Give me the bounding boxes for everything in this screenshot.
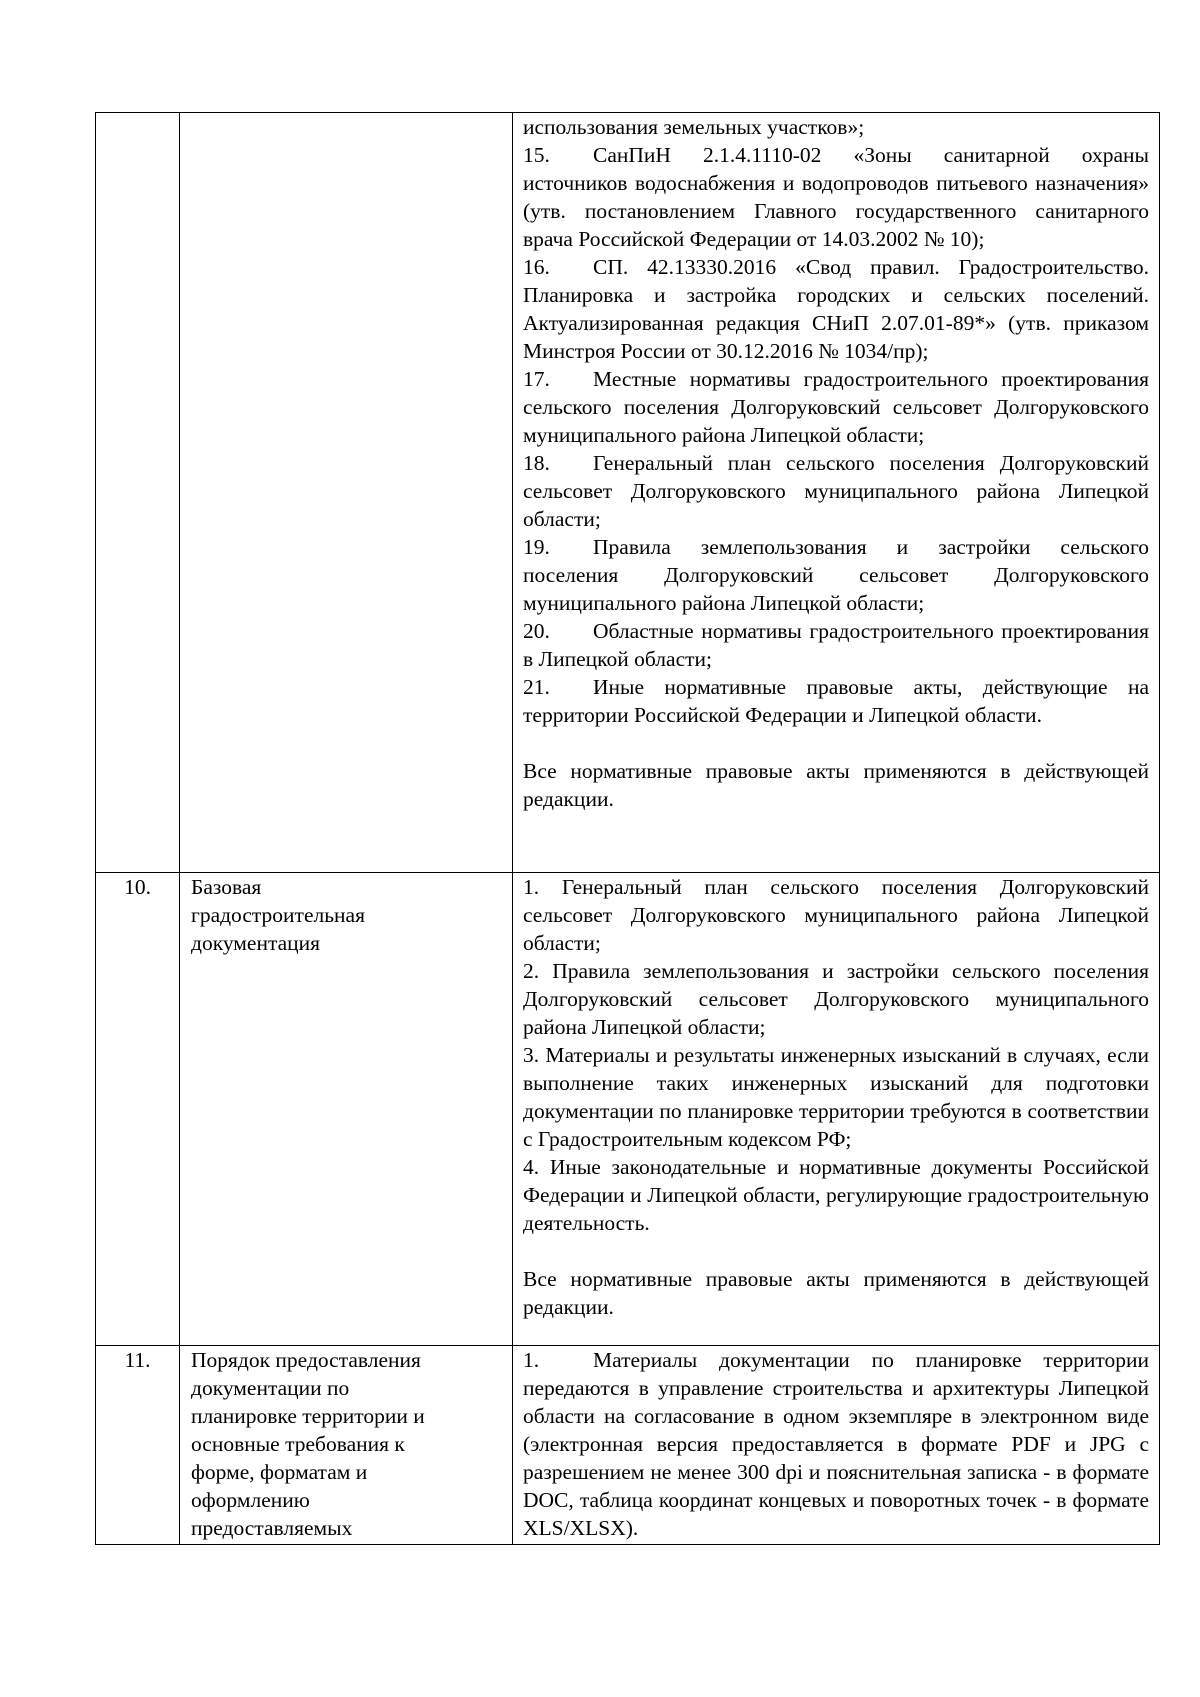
label-line: основные требования к — [191, 1432, 405, 1456]
list-item — [523, 533, 1149, 617]
item-text: Правила землепользования и застройки сельского поселения Долгоруковский сельсовет Долгоруковского муниципального района Липецкой области; — [523, 535, 1149, 615]
label-line: планировке территории и — [191, 1404, 425, 1428]
spacer — [523, 729, 1149, 757]
list-item — [523, 253, 1149, 365]
label-line: предоставляемых — [191, 1516, 353, 1540]
label-line: документации по — [191, 1376, 350, 1400]
row-content — [513, 873, 1160, 1346]
item-number: 21. — [523, 675, 550, 699]
list-item — [523, 449, 1149, 533]
closing-note: Все нормативные правовые акты применяются в действующей редакции. — [523, 759, 1149, 811]
list-item: 3. Материалы и результаты инженерных изысканий в случаях, если выполнение таких инженерных изысканий для подготовки документации по планировке территории требуются в соответствии с Градостроительным кодексом РФ; — [523, 1043, 1149, 1151]
label-line: Порядок предоставления — [191, 1348, 421, 1372]
list-item — [523, 365, 1149, 449]
item-number: 1. — [523, 1348, 540, 1372]
row-number — [96, 113, 180, 873]
label-line: оформлению — [191, 1488, 310, 1512]
list-item: 2. Правила землепользования и застройки сельского поселения Долгоруковский сельсовет Долгоруковского муниципального района Липецкой области; — [523, 959, 1149, 1039]
item-number: 16. — [523, 255, 550, 279]
closing-note: Все нормативные правовые акты применяются в действующей редакции. — [523, 1267, 1149, 1319]
item-number: 17. — [523, 367, 550, 391]
item-number: 19. — [523, 535, 550, 559]
item-text: Иные нормативные правовые акты, действующие на территории Российской Федерации и Липецкой области. — [523, 675, 1149, 727]
row-label — [180, 873, 513, 1346]
item-text: Местные нормативы градостроительного проектирования сельского поселения Долгоруковский сельсовет Долгоруковского муниципального района Липецкой области; — [523, 367, 1149, 447]
table-row — [96, 873, 1160, 1346]
item-number: 18. — [523, 451, 550, 475]
label-line: градостроительная — [191, 903, 365, 927]
list-item — [523, 673, 1149, 729]
item-text: Материалы документации по планировке территории передаются в управление строительства и архитектуры Липецкой области на согласование в одном экземпляре в электронном виде (электронная версия предоставляется в формате PDF и JPG с разрешением не менее 300 dpi и пояснительная записка - в формате DOC, таблица координат концевых и поворотных точек - в формате XLS/XLSX). — [523, 1348, 1149, 1540]
row-number: 10. — [96, 873, 180, 1346]
table-row — [96, 113, 1160, 873]
item-number: 15. — [523, 143, 550, 167]
list-item — [523, 617, 1149, 673]
list-item: 4. Иные законодательные и нормативные документы Российской Федерации и Липецкой области, регулирующие градостроительную деятельность. — [523, 1155, 1149, 1235]
row-label — [180, 113, 513, 873]
list-item — [523, 1346, 1149, 1542]
row-content — [513, 1346, 1160, 1545]
list-item — [523, 141, 1149, 253]
requirements-table — [95, 112, 1160, 1545]
table-row — [96, 1346, 1160, 1545]
item-text: СП. 42.13330.2016 «Свод правил. Градостроительство. Планировка и застройка городских и сельских поселений. Актуализированная редакция СНиП 2.07.01-89*» (утв. приказом Минстроя России от 30.12.2016 № 1034/пр); — [523, 255, 1149, 363]
label-line: Базовая — [191, 875, 262, 899]
item-number: 20. — [523, 619, 550, 643]
row-label — [180, 1346, 513, 1545]
item-text: Генеральный план сельского поселения Долгоруковский сельсовет Долгоруковского муниципального района Липецкой области; — [523, 451, 1149, 531]
label-line: документация — [191, 931, 321, 955]
item-text: Областные нормативы градостроительного проектирования в Липецкой области; — [523, 619, 1149, 671]
spacer — [523, 1237, 1149, 1265]
list-item: 1. Генеральный план сельского поселения Долгоруковский сельсовет Долгоруковского муниципального района Липецкой области; — [523, 875, 1149, 955]
row-number: 11. — [96, 1346, 180, 1545]
list-item-continuation: использования земельных участков»; — [523, 115, 865, 139]
label-line: форме, форматам и — [191, 1460, 368, 1484]
item-text: СанПиН 2.1.4.1110-02 «Зоны санитарной охраны источников водоснабжения и водопроводов питьевого назначения» (утв. постановлением Главного государственного санитарного врача Российской Федерации от 14.03.2002 № 10); — [523, 143, 1149, 251]
row-content — [513, 113, 1160, 873]
